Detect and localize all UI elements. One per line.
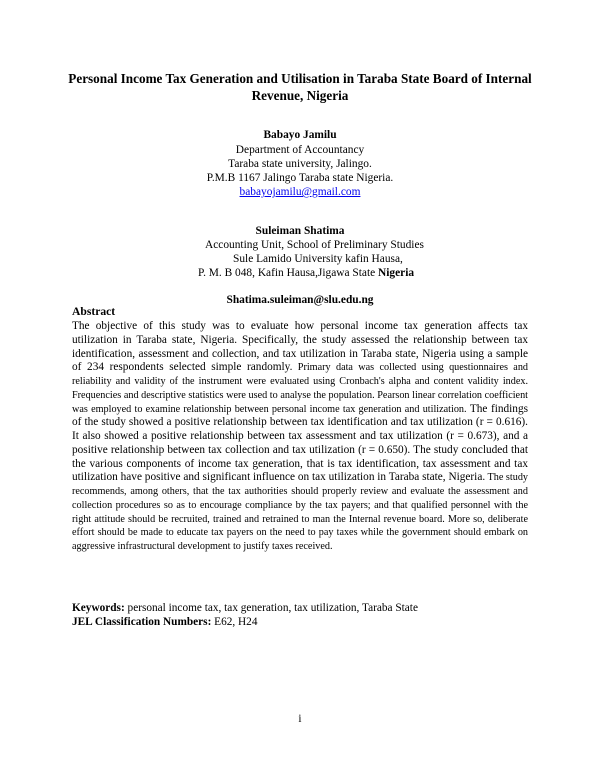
author2-name: Suleiman Shatima <box>255 225 345 237</box>
jel-value: E62, H24 <box>211 616 258 628</box>
abstract-part2: Primary data was collected using questionnaires and reliability and validity of the instrument were evaluated using Cronbach's alpha and content validity index. Frequencies and descriptive statistics were used to analyse the population. Pearson linear correlation coefficient was employed to examine relationship between personal income tax generation and utilization. <box>72 362 529 415</box>
author1-address: P.M.B 1167 Jalingo Taraba state Nigeria. <box>206 172 394 184</box>
page-number: i <box>298 713 302 725</box>
abstract-part3: The findings of the study showed a positive relationship between tax identification and tax utilization (r = 0.616). It also showed a positive relationship between tax assessment and tax utilization (r = 0.673), and a positive relationship between tax collection and tax utilization (r = 0.650). The study concluded that the various components of income tax generation, that is tax identification, tax assessment and tax utilization have positive and significant influence on tax utilization in Taraba state, Nigeria. <box>72 402 528 484</box>
paper-title: Personal Income Tax Generation and Utilisation in Taraba State Board of Internal Revenue, Nigeria <box>68 71 532 103</box>
author2-address-text: P. M. B 048, Kafin Hausa,Jigawa State <box>198 267 379 279</box>
author1-email-link[interactable]: babayojamilu@gmail.com <box>239 186 361 198</box>
abstract-part4: The study recommends, among others, that the tax authorities should properly review and evaluate the assessment and collection procedures so as to encourage compliance by the tax payers; and that qualified personnel with the right attitude should be recruited, trained and retrained to man the Internal revenue board. More so, deliberate effort should be made to educate tax payers on the need to pay taxes while the government should embark on aggressive infrastructural development to justify taxes received. <box>72 472 529 552</box>
author2-email: Shatima.suleiman@slu.edu.ng <box>226 294 374 306</box>
author1-email-row <box>0 185 600 199</box>
keywords-label: Keywords: <box>72 602 125 614</box>
jel-line <box>72 615 418 629</box>
author2-institution: Sule Lamido University kafin Hausa, <box>233 253 403 265</box>
abstract-part1: The objective of this study was to evaluate how personal income tax generation affects tax utilization in Taraba state, Nigeria. Specifically, the study assessed the relationship between tax identification, assessment and collection, and tax utilization in Taraba state, Nigeria using a sample of 234 respondents selected simple randomly. <box>72 320 528 374</box>
author2-address <box>198 266 414 280</box>
author1-department: Department of Accountancy <box>235 144 365 156</box>
author2-unit: Accounting Unit, School of Preliminary Studies <box>205 239 424 251</box>
keywords-line <box>72 601 418 615</box>
keywords-row <box>72 601 418 629</box>
author1-name: Babayo Jamilu <box>263 129 337 141</box>
author2-country: Nigeria <box>378 267 415 279</box>
jel-label: JEL Classification Numbers: <box>72 616 212 628</box>
abstract-body <box>72 320 528 554</box>
keywords-value: personal income tax, tax generation, tax utilization, Taraba State <box>124 602 418 614</box>
author1-institution: Taraba state university, Jalingo. <box>228 158 372 170</box>
abstract-heading: Abstract <box>72 305 116 318</box>
